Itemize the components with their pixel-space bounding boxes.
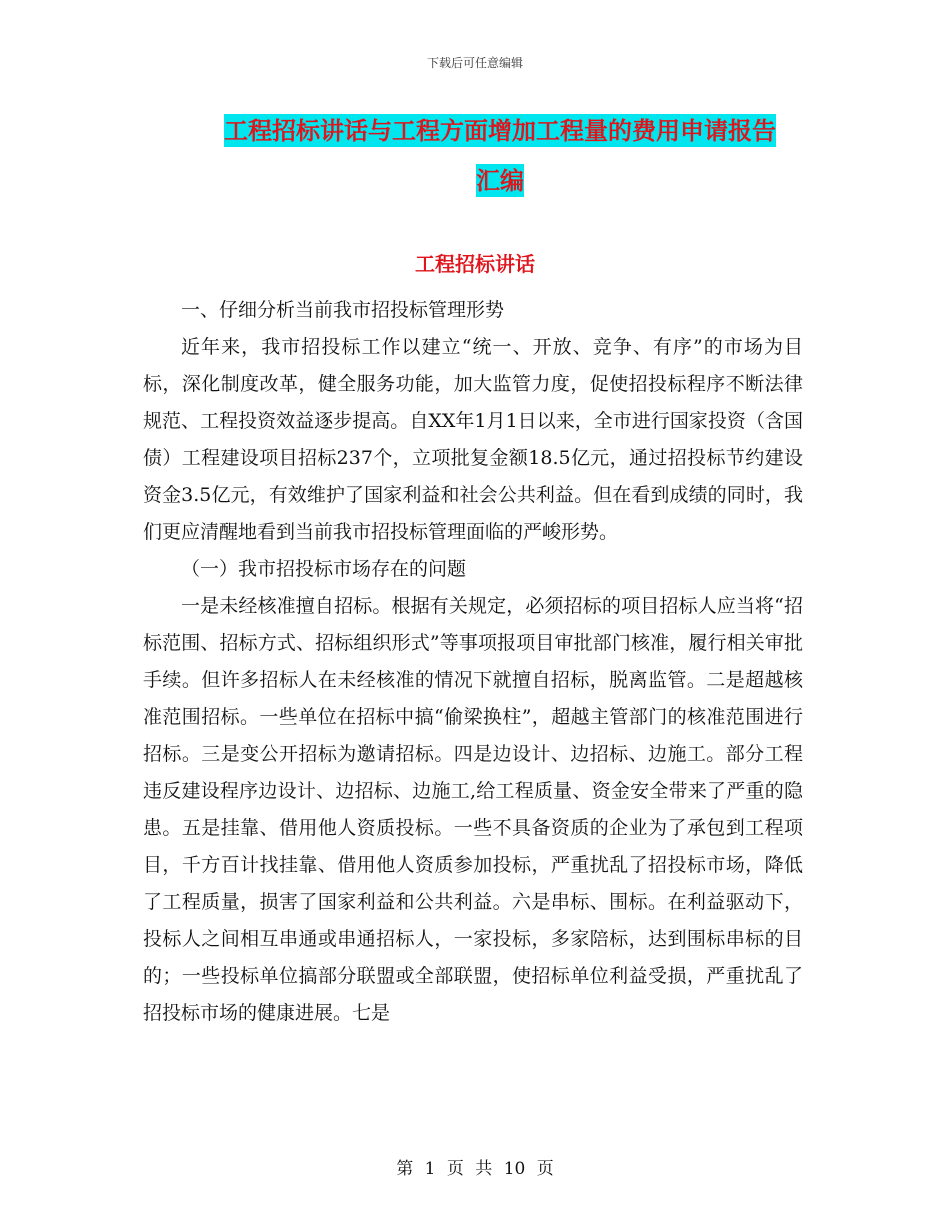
page-header-note: 下载后可任意编辑 [426, 56, 523, 70]
page-footer: 第 1 页 共 10 页 [396, 1159, 554, 1179]
heading-1: 一、仔细分析当前我市招投标管理形势 [181, 299, 505, 321]
document-title [180, 106, 820, 206]
section-title: 工程招标讲话 [415, 252, 535, 276]
paragraph-1: 近年来，我市招投标工作以建立“统一、开放、竞争、有序”的市场为目标，深化制度改革，健全服务功能，加大监管力度，促使招投标程序不断法律规范、工程投资效益逐步提高。自XX年1月1日以来，全市进行国家投资（含国债）工程建设项目招标237个，立项批复金额18.5亿元，通过招投标节约建设资金3.5亿元，有效维护了国家利益和社会公共利益。但在看到成绩的同时，我们更应清醒地看到当前我市招投标管理面临的严峻形势。 [143, 336, 803, 543]
document-title-line2: 汇编 [476, 166, 524, 195]
subheading-1: （一）我市招投标市场存在的问题 [181, 558, 467, 580]
paragraph-2: 一是未经核准擅自招标。根据有关规定，必须招标的项目招标人应当将“招标范围、招标方式、招标组织形式”等事项报项目审批部门核准，履行相关审批手续。但许多招标人在未经核准的情况下就擅自招标，脱离监管。二是超越核准范围招标。一些单位在招标中搞“偷梁换柱”，超越主管部门的核准范围进行招标。三是变公开招标为邀请招标。四是边设计、边招标、边施工。部分工程违反建设程序边设计、边招标、边施工,给工程质量、资金安全带来了严重的隐患。五是挂靠、借用他人资质投标。一些不具备资质的企业为了承包到工程项目，千方百计找挂靠、借用他人资质参加投标，严重扰乱了招投标市场，降低了工程质量，损害了国家利益和公共利益。六是串标、围标。在利益驱动下，投标人之间相互串通或串通招标人，一家投标，多家陪标，达到围标串标的目的；一些投标单位搞部分联盟或全部联盟，使招标单位利益受损，严重扰乱了招投标市场的健康进展。七是 [143, 595, 803, 1024]
document-body [143, 292, 803, 1032]
document-title-line1: 工程招标讲话与工程方面增加工程量的费用申请报告 [224, 116, 776, 145]
